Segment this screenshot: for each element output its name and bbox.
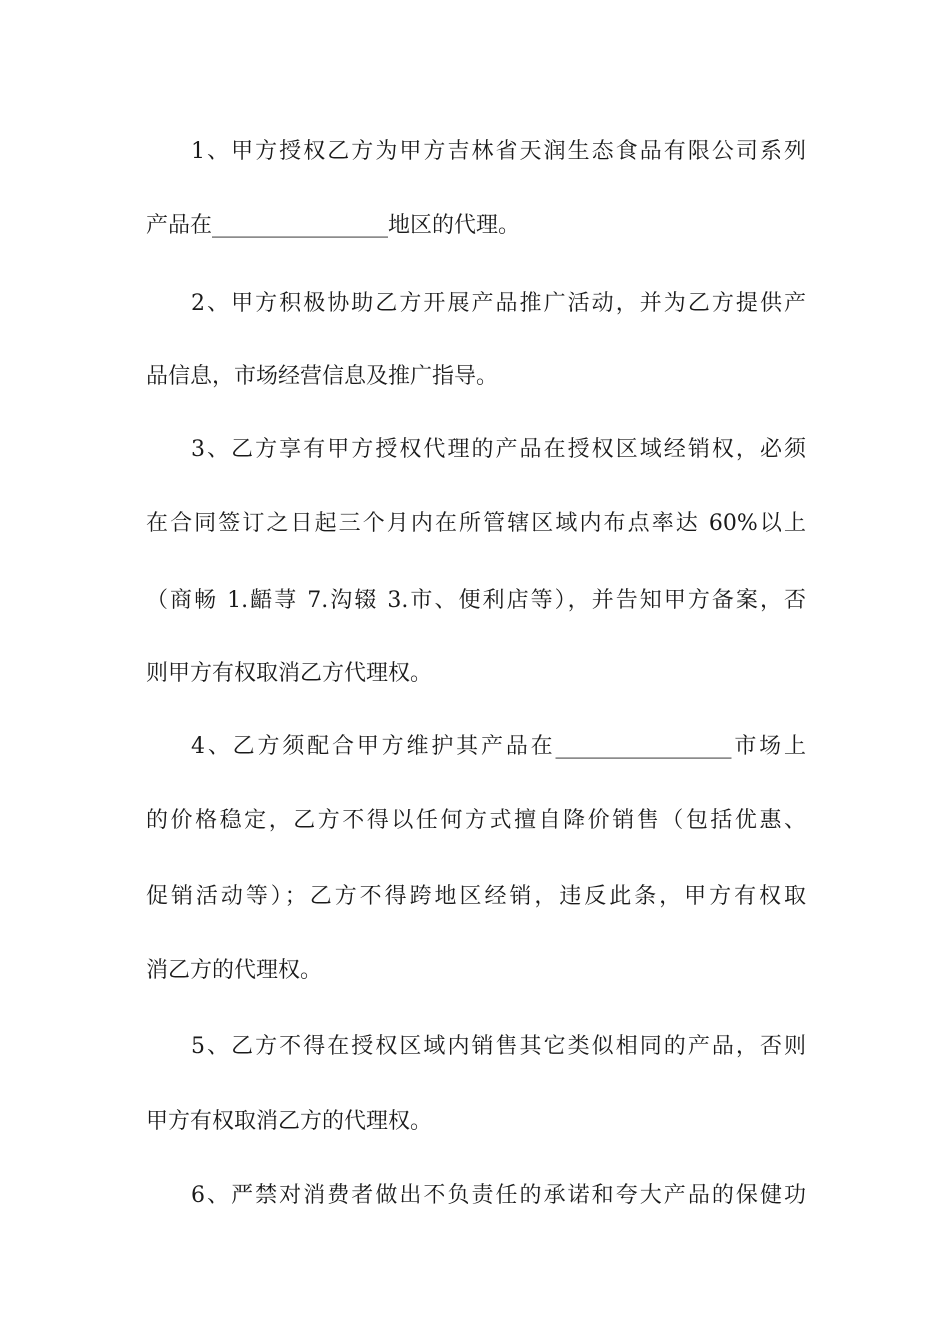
clause-5-line-2: 甲方有权取消乙方的代理权。 bbox=[146, 1109, 433, 1134]
clause-3-line-1: 3、乙方享有甲方授权代理的产品在授权区域经销权，必须 bbox=[191, 437, 806, 462]
clause-4-line-4: 消乙方的代理权。 bbox=[146, 958, 323, 983]
clause-4-line-1: 4、乙方须配合甲方维护其产品在________________市场上 bbox=[191, 734, 806, 759]
clause-5-line-1: 5、乙方不得在授权区域内销售其它类似相同的产品，否则 bbox=[191, 1034, 806, 1059]
clause-4-line-3: 促销活动等）；乙方不得跨地区经销，违反此条，甲方有权取 bbox=[146, 884, 806, 909]
clause-2-line-1: 2、甲方积极协助乙方开展产品推广活动，并为乙方提供产 bbox=[191, 291, 806, 316]
clause-6-line-1: 6、严禁对消费者做出不负责任的承诺和夸大产品的保健功 bbox=[191, 1183, 806, 1208]
clause-3-line-3: （商畅 1.齬荨 7.沟辍 3.市、便利店等），并告知甲方备案，否 bbox=[146, 588, 806, 613]
clause-2-line-2: 品信息，市场经营信息及推广指导。 bbox=[146, 364, 499, 389]
clause-3-line-4: 则甲方有权取消乙方代理权。 bbox=[146, 661, 433, 686]
clause-3-line-2: 在合同签订之日起三个月内在所管辖区域内布点率达 60%以上 bbox=[146, 511, 806, 536]
clause-4-line-2: 的价格稳定，乙方不得以任何方式擅自降价销售（包括优惠、 bbox=[146, 808, 806, 833]
clause-1-line-1: 1、甲方授权乙方为甲方吉林省天润生态食品有限公司系列 bbox=[191, 139, 806, 164]
clause-1-line-2: 产品在________________地区的代理。 bbox=[146, 213, 521, 238]
